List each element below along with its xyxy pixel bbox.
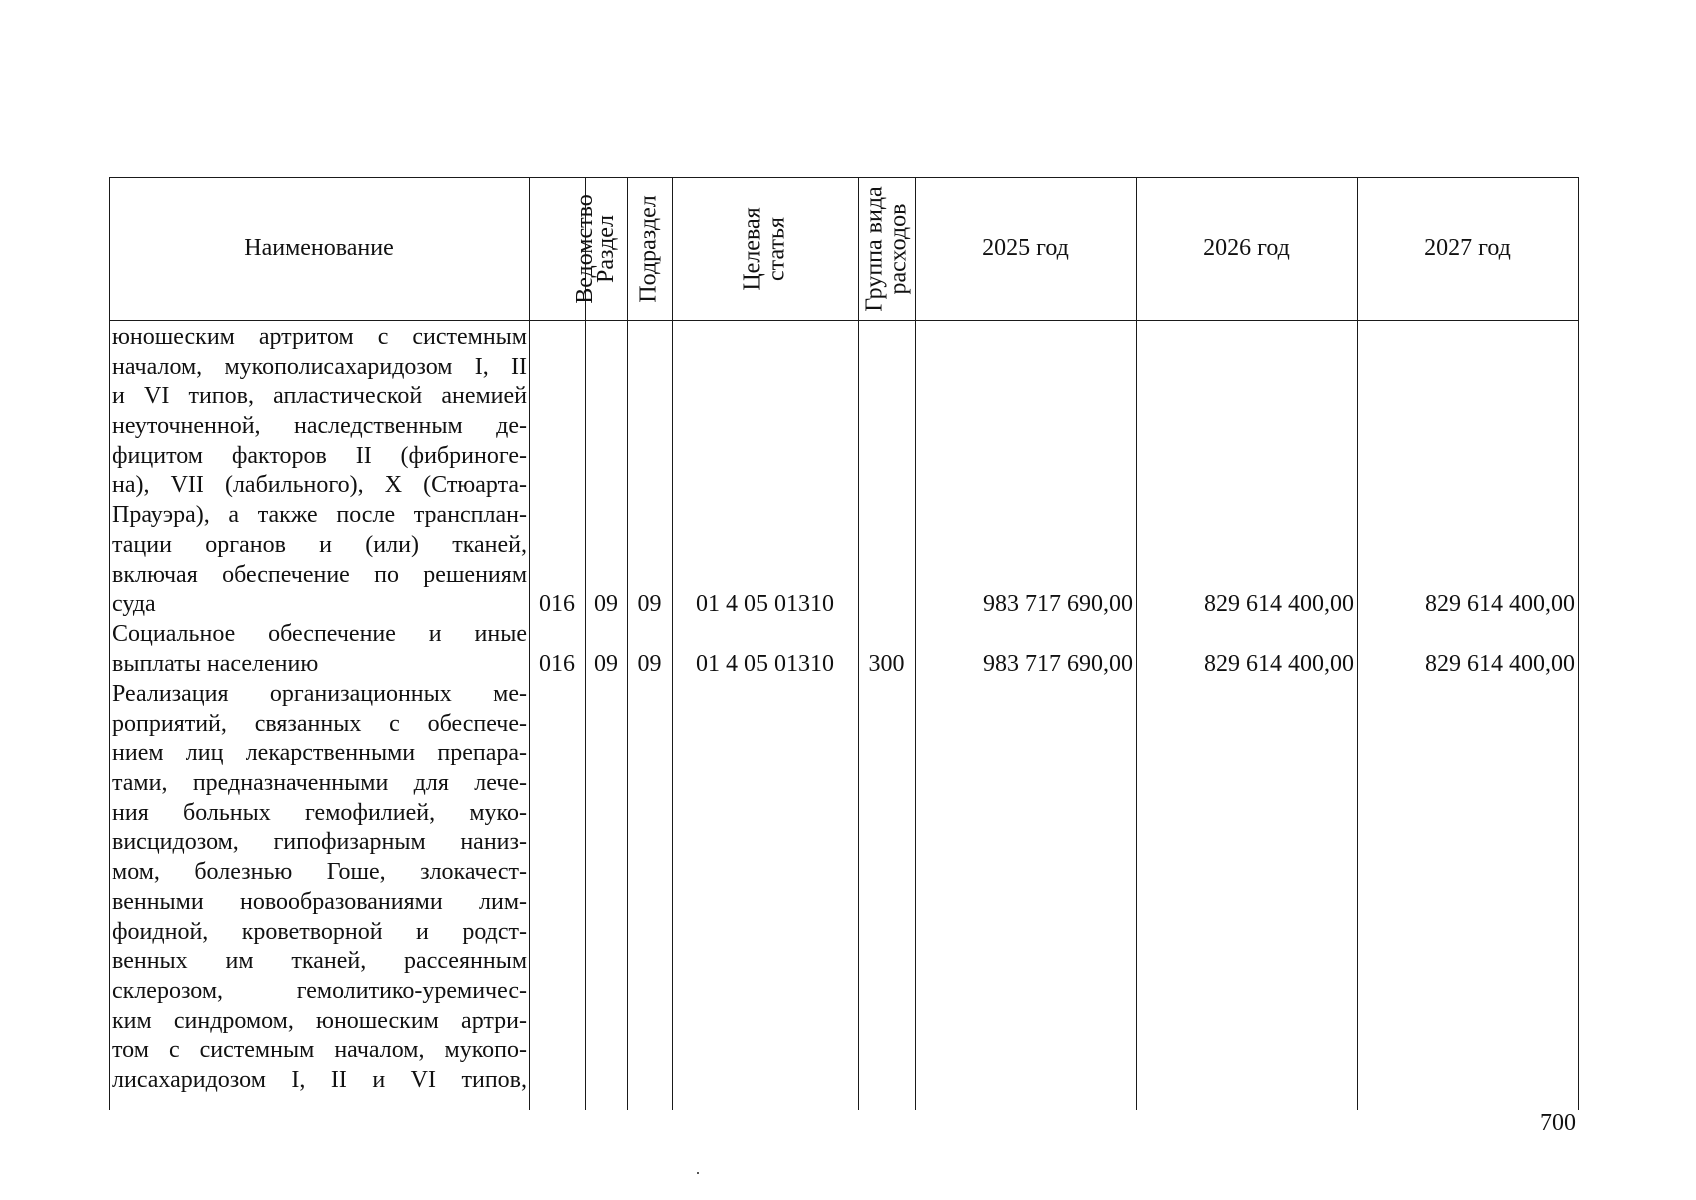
header-celevaya-label [741, 207, 789, 290]
cell-2027: 829 614 400,00 [1425, 651, 1575, 677]
header-celevaya-line1: Целевая [739, 206, 766, 291]
name-line: венными новообразованиями лим- [112, 888, 527, 915]
name-line: на), VII (лабильного), X (Стюарта- [112, 472, 527, 499]
header-gruppa-line2: расходов [885, 203, 912, 294]
header-razdel-label: Раздел [593, 214, 620, 283]
cell-2025: 983 717 690,00 [983, 651, 1133, 677]
header-podrazdel-label: Подраздел [636, 194, 663, 303]
cell-celevaya: 01 4 05 01310 [696, 591, 834, 617]
name-line: ким синдромом, юношеским артри- [112, 1007, 527, 1034]
name-line: включая обеспечение по решениям [112, 561, 527, 588]
name-line: висцидозом, гипофизарным наниз- [112, 829, 527, 856]
name-line: тами, предназначенными для лече- [112, 770, 527, 797]
header-celevaya [672, 177, 858, 320]
header-bottom-border [109, 320, 1579, 321]
name-line: мом, болезнью Гоше, злокачест- [112, 859, 527, 886]
name-line: фицитом факторов II (фибриноге- [112, 442, 527, 469]
name-line: тации органов и (или) тканей, [112, 531, 527, 558]
cell-celevaya: 01 4 05 01310 [696, 651, 834, 677]
cell-razdel: 09 [594, 591, 618, 617]
page-number: 700 [1540, 1110, 1576, 1136]
name-line: роприятий, связанных с обеспече- [112, 710, 527, 737]
header-2027-label: 2027 год [1424, 235, 1511, 261]
name-line: ния больных гемофилией, муко- [112, 799, 527, 826]
header-2026-label: 2026 год [1203, 235, 1290, 261]
name-line: юношеским артритом с системным [112, 324, 527, 350]
row-name [112, 680, 527, 1096]
header-celevaya-line2: статья [763, 216, 790, 281]
name-line: Социальное обеспечение и иные [112, 621, 527, 647]
cell-podrazdel: 09 [637, 591, 662, 617]
name-line: выплаты населению [112, 650, 319, 677]
cell-2026: 829 614 400,00 [1204, 651, 1354, 677]
col-border [627, 177, 628, 1110]
header-gruppa-line1: Группа вида [861, 185, 888, 312]
name-line: склерозом, гемолитико-уремичес- [112, 977, 527, 1004]
header-name [109, 177, 529, 320]
cell-2027: 829 614 400,00 [1425, 591, 1575, 617]
name-line: фоидной, кроветворной и родст- [112, 918, 527, 945]
col-border [1578, 177, 1579, 1110]
header-2027 [1357, 177, 1578, 320]
col-border [529, 177, 530, 1110]
header-gruppa [858, 177, 915, 320]
cell-2025: 983 717 690,00 [983, 591, 1133, 617]
name-line: и VI типов, апластической анемией [112, 383, 527, 410]
header-2025-label: 2025 год [982, 235, 1069, 261]
name-line: венных им тканей, рассеянным [112, 948, 527, 975]
row-name [112, 620, 527, 679]
cell-vedomstvo: 016 [539, 651, 575, 677]
header-name-label: Наименование [244, 235, 394, 261]
cell-vedomstvo: 016 [539, 591, 575, 617]
name-line: Реализация организационных ме- [112, 681, 527, 707]
name-line: началом, мукополисахаридозом I, II [112, 353, 527, 380]
header-gruppa-label [863, 186, 911, 311]
header-vedomstvo-label: Ведомство [572, 193, 598, 304]
name-line: лисахаридозом I, II и VI типов, [112, 1066, 527, 1093]
col-border [585, 177, 586, 1110]
name-line: суда [112, 591, 156, 618]
name-line: том с системным началом, мукопо- [112, 1037, 527, 1064]
cell-razdel: 09 [594, 651, 618, 677]
header-2025 [915, 177, 1136, 320]
header-2026 [1136, 177, 1357, 320]
budget-table [109, 177, 1579, 1110]
cell-2026: 829 614 400,00 [1204, 591, 1354, 617]
scan-speck [697, 1172, 699, 1174]
cell-podrazdel: 09 [637, 651, 662, 677]
cell-gruppa: 300 [868, 651, 905, 677]
row-name [112, 323, 527, 620]
name-line: нием лиц лекарственными препара- [112, 740, 527, 767]
name-line: неуточненной, наследственным де- [112, 413, 527, 440]
name-line: Прауэра), а также после трансплан- [112, 502, 527, 529]
